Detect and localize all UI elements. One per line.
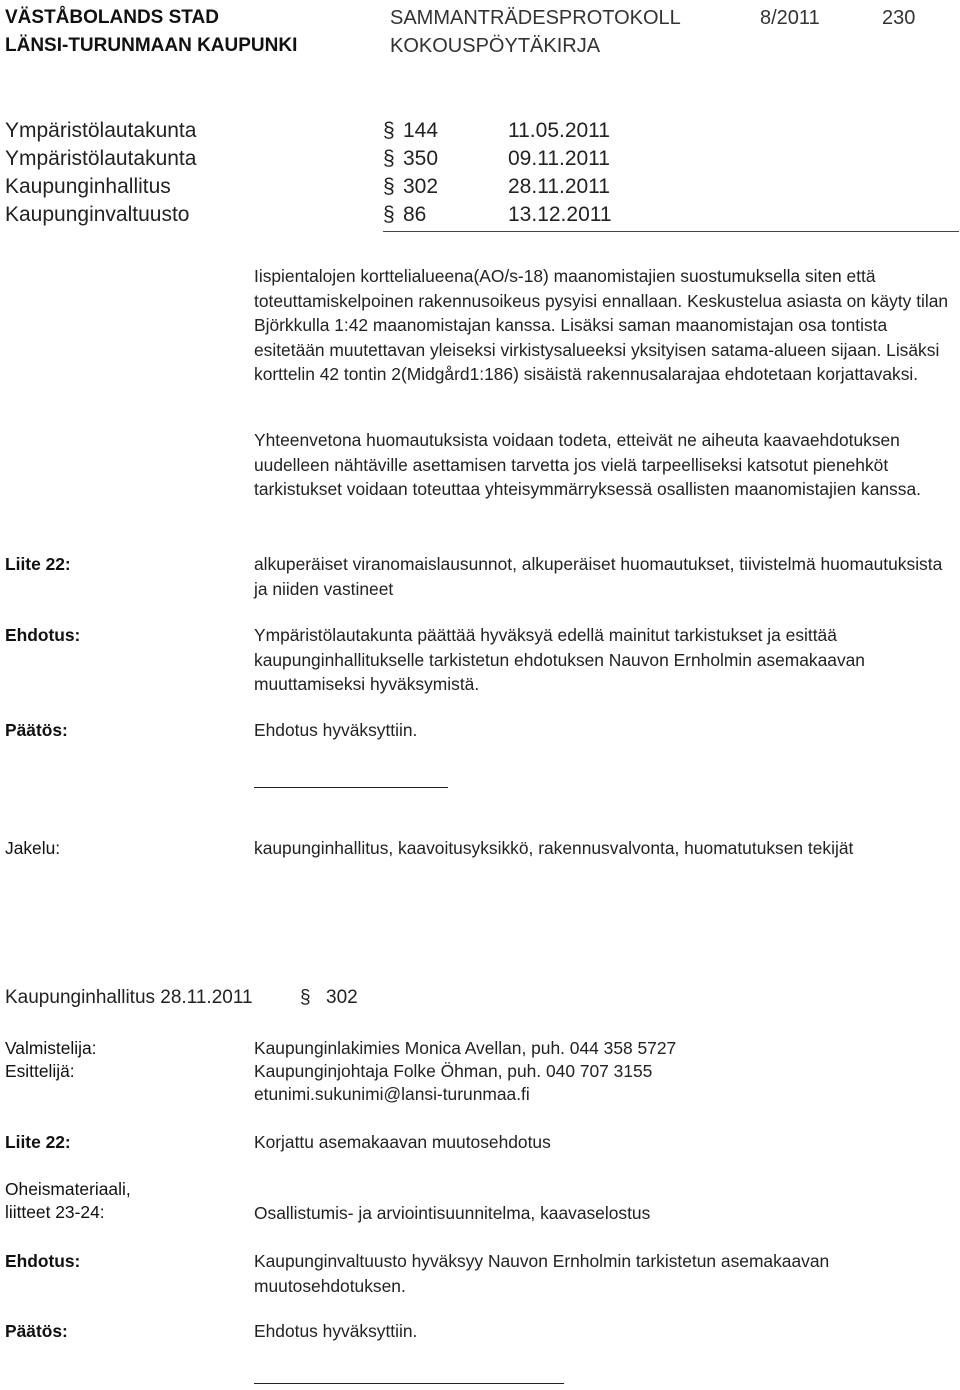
history-number: 350 — [403, 147, 439, 170]
decision-text: Ehdotus hyväksyttiin. — [254, 720, 418, 740]
presenter-label: Esittelijä: — [5, 1061, 75, 1081]
history-body: Kaupunginvaltuusto — [5, 203, 190, 226]
section-title: Kaupunginhallitus 28.11.2011 — [5, 987, 253, 1008]
signature-line — [254, 1383, 564, 1384]
section-sign-icon: § — [383, 119, 395, 142]
issue-number: 8/2011 — [760, 7, 820, 29]
section-number: 302 — [326, 987, 358, 1008]
history-body: Ympäristölautakunta — [5, 119, 197, 142]
section-sign-icon: § — [383, 147, 395, 170]
doc-type-sv: SAMMANTRÄDESPROTOKOLL — [390, 7, 681, 29]
org-name-fi: LÄNSI-TURUNMAAN KAUPUNKI — [5, 35, 298, 56]
history-number: 302 — [403, 175, 439, 198]
email-text: etunimi.sukunimi@lansi-turunmaa.fi — [254, 1084, 530, 1104]
org-name-sv: VÄSTÅBOLANDS STAD — [5, 7, 219, 28]
preparer-label: Valmistelija: — [5, 1038, 97, 1058]
attachment-label: Liite 22: — [5, 554, 71, 574]
distribution-label: Jakelu: — [5, 838, 61, 858]
proposal-text: Kaupunginvaltuusto hyväksyy Nauvon Ernholmin tarkistetun asemakaavan muutosehdotuksen. — [254, 1251, 830, 1296]
history-body: Ympäristölautakunta — [5, 147, 197, 170]
material-label-2: liitteet 23-24: — [5, 1202, 105, 1222]
history-date: 13.12.2011 — [508, 203, 612, 226]
body-paragraph: Iispientalojen korttelialueena(AO/s-18) maanomistajien suostumuksella siten että toteuttamiskelpoinen rakennusoikeus pysyisi ennallaan. Keskustelua asiasta on käyty tilan Björkkulla 1:42 maanomistajan kanssa. Lisäksi saman maanomistajan osa tontista esitetään muutettavan yleiseksi virkistysalueeksi yksityisen satama-alueen sijaan. Lisäksi korttelin 42 tontin 2(Midgård1:186) sisäistä rakennusalarajaa ehdotetaan korjattavaksi. — [254, 266, 949, 384]
history-date: 28.11.2011 — [508, 175, 610, 198]
material-text: Osallistumis- ja arviointisuunnitelma, kaavaselostus — [254, 1203, 651, 1223]
history-date: 09.11.2011 — [508, 147, 610, 170]
proposal-text: Ympäristölautakunta päättää hyväksyä edellä mainitut tarkistukset ja esittää kaupunginhallitukselle tarkistetun ehdotuksen Nauvon Ernholmin asemakaavan muuttamiseksi hyväksymistä. — [254, 625, 865, 694]
proposal-label: Ehdotus: — [5, 625, 81, 645]
attachment-label: Liite 22: — [5, 1132, 71, 1152]
section-sign-icon: § — [383, 203, 395, 226]
decision-label: Päätös: — [5, 720, 68, 740]
decision-label: Päätös: — [5, 1321, 68, 1341]
attachment-text: Korjattu asemakaavan muutosehdotus — [254, 1132, 551, 1152]
history-number: 86 — [403, 203, 427, 226]
section-sign-icon: § — [300, 987, 311, 1008]
signature-line — [254, 787, 448, 788]
presenter-text: Kaupunginjohtaja Folke Öhman, puh. 040 707 3155 — [254, 1061, 653, 1081]
history-divider — [383, 231, 959, 232]
attachment-text: alkuperäiset viranomaislausunnot, alkuperäiset huomautukset, tiivistelmä huomautuksista ja niiden vastineet — [254, 554, 943, 599]
page-number: 230 — [882, 7, 916, 29]
history-date: 11.05.2011 — [508, 119, 610, 142]
section-sign-icon: § — [383, 175, 395, 198]
decision-text: Ehdotus hyväksyttiin. — [254, 1321, 418, 1341]
doc-type-fi: KOKOUSPÖYTÄKIRJA — [390, 35, 601, 57]
proposal-label: Ehdotus: — [5, 1251, 81, 1271]
preparer-text: Kaupunginlakimies Monica Avellan, puh. 044 358 5727 — [254, 1038, 677, 1058]
material-label: Oheismateriaali, — [5, 1179, 131, 1199]
distribution-text: kaupunginhallitus, kaavoitusyksikkö, rakennusvalvonta, huomatutuksen tekijät — [254, 838, 854, 858]
history-number: 144 — [403, 119, 439, 142]
history-body: Kaupunginhallitus — [5, 175, 171, 198]
body-paragraph: Yhteenvetona huomautuksista voidaan todeta, etteivät ne aiheuta kaavaehdotuksen uudelleen nähtäville asettamisen tarvetta jos vielä tarpeelliseksi katsotut pienehköt tarkistukset voidaan toteuttaa yhteisymmärryksessä osallisten maanomistajien kanssa. — [254, 430, 921, 499]
